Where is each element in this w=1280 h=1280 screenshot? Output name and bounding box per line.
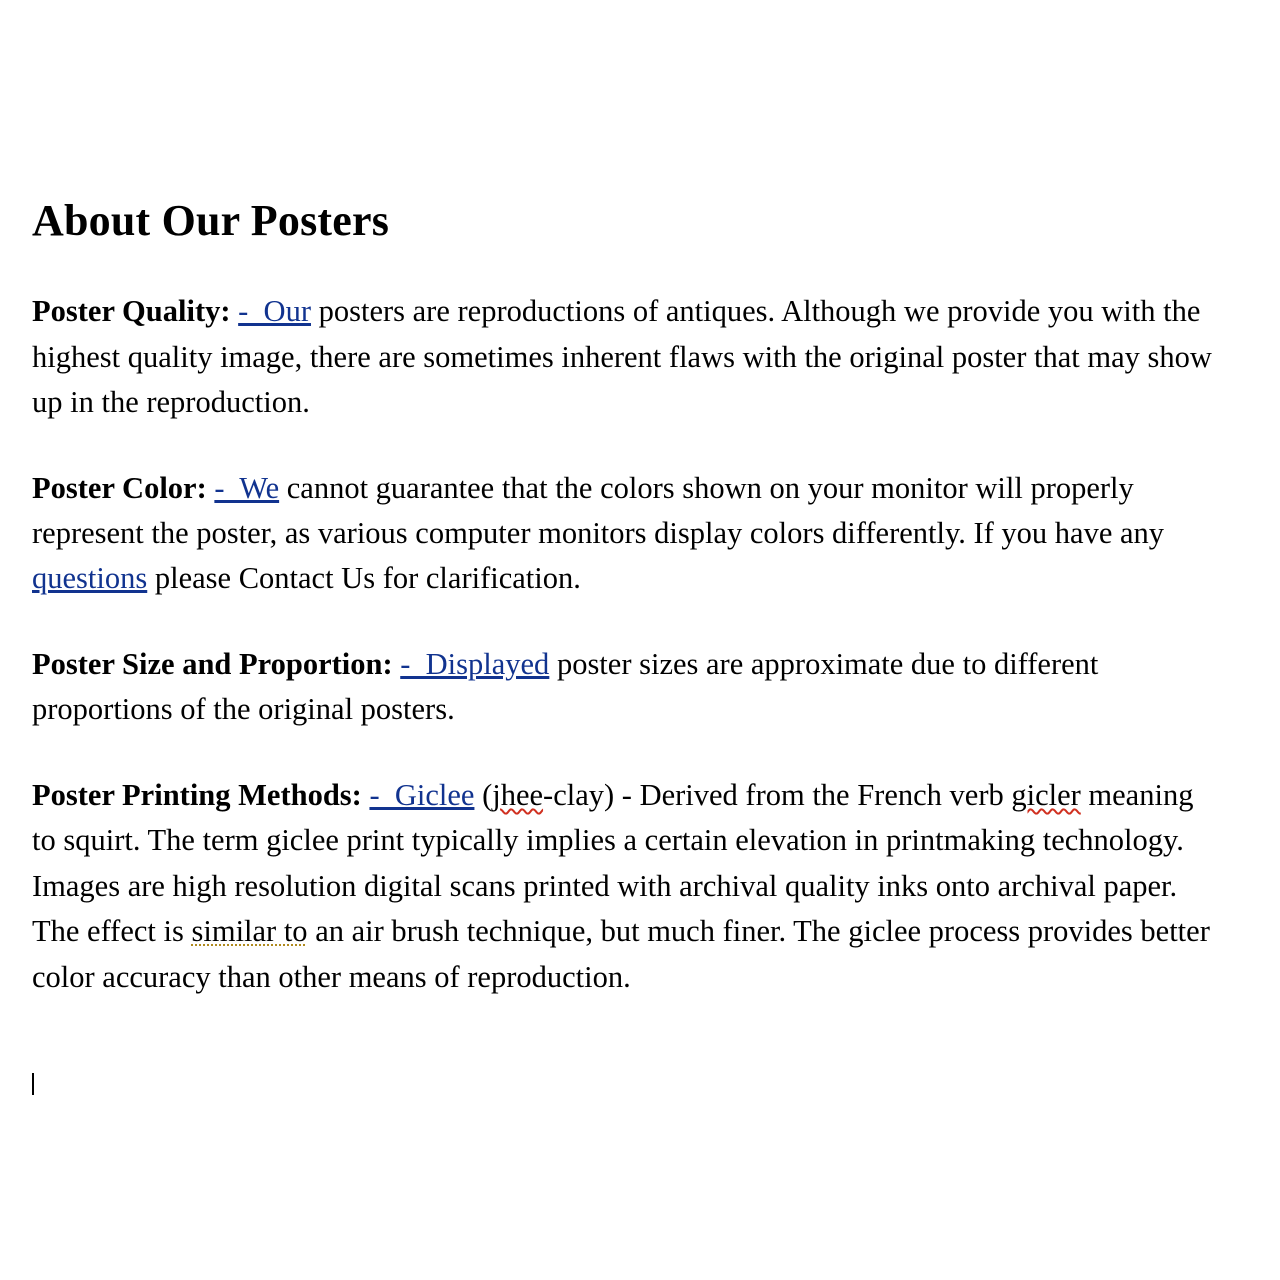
inline-link-questions[interactable]: questions xyxy=(32,561,148,596)
section-heading-poster-size: Poster Size and Proportion: xyxy=(32,646,393,681)
spelling-error-jhee: jhee xyxy=(492,777,544,812)
section-heading-printing-methods: Poster Printing Methods: xyxy=(32,777,362,812)
paragraph-poster-size xyxy=(32,642,1212,733)
grammar-error-similar-to: similar to xyxy=(191,914,308,949)
paragraph-text-poster-size: poster sizes are approximate due to different proportions of the original posters. xyxy=(32,646,1099,727)
document-body xyxy=(32,196,1212,1040)
inline-link-poster-quality[interactable]: - Our xyxy=(238,294,311,329)
paragraph-text-poster-quality: posters are reproductions of antiques. Although we provide you with the highest quality image, there are sometimes inherent flaws with the original poster that may show up in the reproduction. xyxy=(32,294,1212,420)
inline-link-poster-color[interactable]: - We xyxy=(214,470,280,505)
paragraph-poster-quality xyxy=(32,289,1212,425)
paragraph-printing-methods xyxy=(32,773,1212,1000)
section-heading-poster-color: Poster Color: xyxy=(32,470,207,505)
inline-link-giclee[interactable]: - Giclee xyxy=(369,777,475,812)
paragraph-text-printing-part1: ( xyxy=(474,777,493,812)
paragraph-text-poster-color-part1: cannot guarantee that the colors shown on your monitor will properly represent the poster, as various computer monitors display colors differently. If you have any xyxy=(32,470,1165,551)
text-cursor xyxy=(32,1073,34,1095)
paragraph-text-printing-part3: meaning to squirt. The term giclee print typically implies a certain elevation in printmaking technology. Images are high resolution digital scans printed with archival quality inks onto archival paper. The effect is xyxy=(32,777,1194,949)
page-title: About Our Posters xyxy=(32,196,390,245)
section-heading-poster-quality: Poster Quality: xyxy=(32,294,231,329)
paragraph-text-printing-part4: an air brush technique, but much finer. The giclee process provides better color accuracy than other means of reproduction. xyxy=(32,914,1210,994)
paragraph-text-printing-part2: -clay) - Derived from the French verb xyxy=(543,777,1012,812)
spelling-error-gicler: gicler xyxy=(1011,777,1081,812)
paragraph-poster-color xyxy=(32,466,1212,602)
paragraph-text-poster-color-part2: please Contact Us for clarification. xyxy=(147,561,581,596)
inline-link-poster-size[interactable]: - Displayed xyxy=(400,646,550,681)
